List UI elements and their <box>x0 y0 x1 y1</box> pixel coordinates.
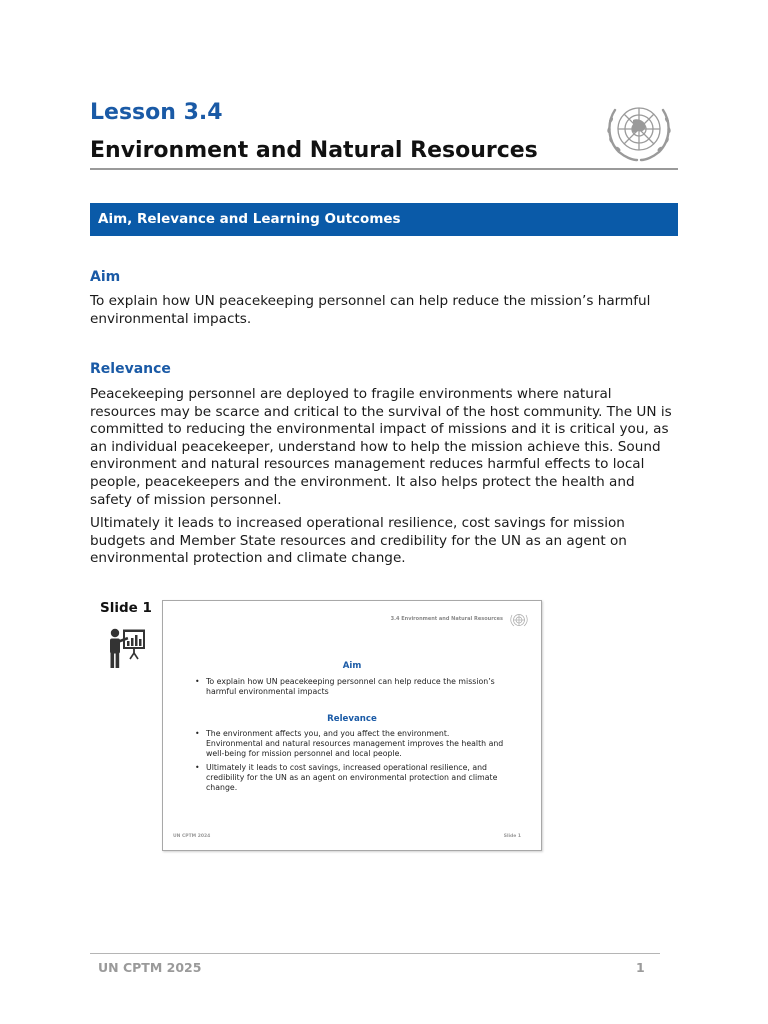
slide-footer-left: UN CPTM 2024 <box>173 834 211 839</box>
presenter-icon <box>108 627 146 669</box>
lesson-number: Lesson 3.4 <box>90 100 223 125</box>
aim-heading: Aim <box>90 269 121 285</box>
relevance-paragraph-1: Peacekeeping personnel are deployed to fragile environments where natural resources may be scarce and critical to the survival of the host community. The UN is committed to reducing the environmental impact of missions and it is critical you, as an individual peacekeeper, understand how to help the mission achieve this. Sound environment and natural resources management reduces harmful effects to local people, peacekeepers and the environment. It also helps protect the health and safety of mission personnel. <box>90 386 672 508</box>
slide-thumbnail <box>162 600 542 851</box>
slide-header-text: 3.4 Environment and Natural Resources <box>390 616 503 622</box>
title-divider <box>90 168 678 170</box>
lesson-title: Environment and Natural Resources <box>90 138 538 163</box>
slide-label: Slide 1 <box>100 600 152 616</box>
slide-aim-heading: Aim <box>342 661 362 671</box>
slide-relevance-heading: Relevance <box>327 714 377 724</box>
un-emblem-icon <box>601 96 677 164</box>
slide-footer-right: Slide 1 <box>503 834 521 839</box>
slide-un-emblem-icon <box>509 611 529 629</box>
footer-divider <box>90 953 660 954</box>
section-bar: Aim, Relevance and Learning Outcomes <box>90 203 678 236</box>
page-number: 1 <box>636 960 645 975</box>
aim-text: To explain how UN peacekeeping personnel can help reduce the mission’s harmful environmental impacts. <box>90 293 651 327</box>
footer-text: UN CPTM 2025 <box>98 960 202 975</box>
slide-aim-bullet: • To explain how UN peacekeeping personnel can help reduce the mission’s harmful environmental impacts <box>195 677 505 697</box>
relevance-paragraph-2: Ultimately it leads to increased operational resilience, cost savings for mission budgets and Member State resources and credibility for the UN as an agent on environmental protection and climate change. <box>90 515 627 567</box>
slide-relevance-bullet: • The environment affects you, and you affect the environment. Environmental and natural resources management improves the health and well-being for mission personnel and local people. <box>195 729 505 759</box>
slide-relevance-bullet: • Ultimately it leads to cost savings, increased operational resilience, and credibility for the UN as an agent on environmental protection and climate change. <box>195 763 505 793</box>
slide-aim-list <box>195 677 505 701</box>
slide-relevance-list <box>195 729 505 797</box>
relevance-heading: Relevance <box>90 361 171 377</box>
